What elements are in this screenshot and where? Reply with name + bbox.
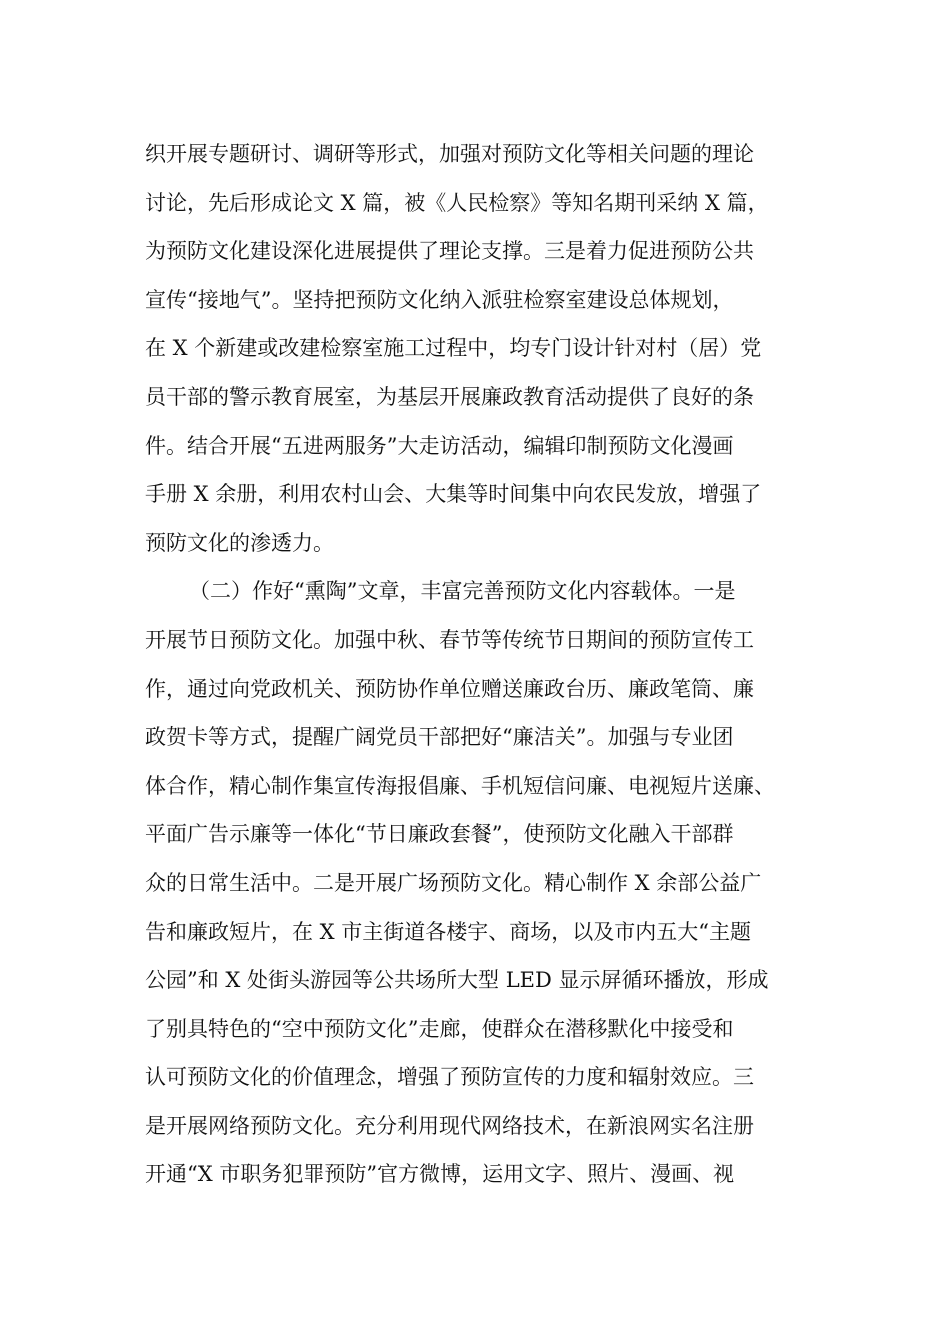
text-line: 为预防文化建设深化进展提供了理论支撑。三是着力促进预防公共 bbox=[145, 239, 754, 264]
text-line: 公园”和 X 处街头游园等公共场所大型 LED 显示屏循环播放，形成 bbox=[145, 968, 769, 993]
text-line: 开通“X 市职务犯罪预防”官方微博，运用文字、照片、漫画、视 bbox=[145, 1162, 735, 1187]
section-heading-line: （二）作好“熏陶”文章，丰富完善预防文化内容载体。一是 bbox=[189, 579, 736, 604]
text-line: 讨论，先后形成论文 X 篇，被《人民检察》等知名期刊采纳 X 篇， bbox=[145, 190, 769, 215]
text-line: 是开展网络预防文化。充分利用现代网络技术，在新浪网实名注册 bbox=[145, 1113, 754, 1138]
text-line: 织开展专题研讨、调研等形式，加强对预防文化等相关问题的理论 bbox=[145, 142, 754, 166]
text-line: 认可预防文化的价值理念，增强了预防宣传的力度和辐射效应。三 bbox=[145, 1065, 754, 1090]
text-line: 预防文化的渗透力。 bbox=[145, 530, 334, 555]
text-line: 众的日常生活中。二是开展广场预防文化。精心制作 X 余部公益广 bbox=[145, 870, 762, 895]
text-line: 告和廉政短片，在 X 市主街道各楼宇、商场，以及市内五大“主题 bbox=[145, 919, 752, 944]
text-line: 员干部的警示教育展室，为基层开展廉政教育活动提供了良好的条 bbox=[145, 384, 754, 409]
text-line: 政贺卡等方式，提醒广阔党员干部把好“廉洁关”。加强与专业团 bbox=[145, 725, 734, 750]
text-line: 件。结合开展“五进两服务”大走访活动，编辑印制预防文化漫画 bbox=[145, 433, 734, 458]
text-line: 体合作，精心制作集宣传海报倡廉、手机短信问廉、电视短片送廉、 bbox=[145, 773, 775, 798]
text-line: 宣传“接地气”。坚持把预防文化纳入派驻检察室建设总体规划， bbox=[145, 287, 734, 312]
text-line: 平面广告示廉等一体化“节日廉政套餐”，使预防文化融入干部群 bbox=[145, 822, 734, 847]
text-line: 手册 X 余册，利用农村山会、大集等时间集中向农民发放，增强了 bbox=[145, 482, 762, 507]
body-text bbox=[145, 130, 825, 1199]
text-line: 在 X 个新建或改建检察室施工过程中，均专门设计针对村（居）党 bbox=[145, 336, 762, 361]
text-line: 开展节日预防文化。加强中秋、春节等传统节日期间的预防宣传工 bbox=[145, 627, 754, 652]
text-line: 了别具特色的“空中预防文化”走廊，使群众在潜移默化中接受和 bbox=[145, 1016, 734, 1041]
text-line: 作，通过向党政机关、预防协作单位赠送廉政台历、廉政笔筒、廉 bbox=[145, 676, 754, 701]
